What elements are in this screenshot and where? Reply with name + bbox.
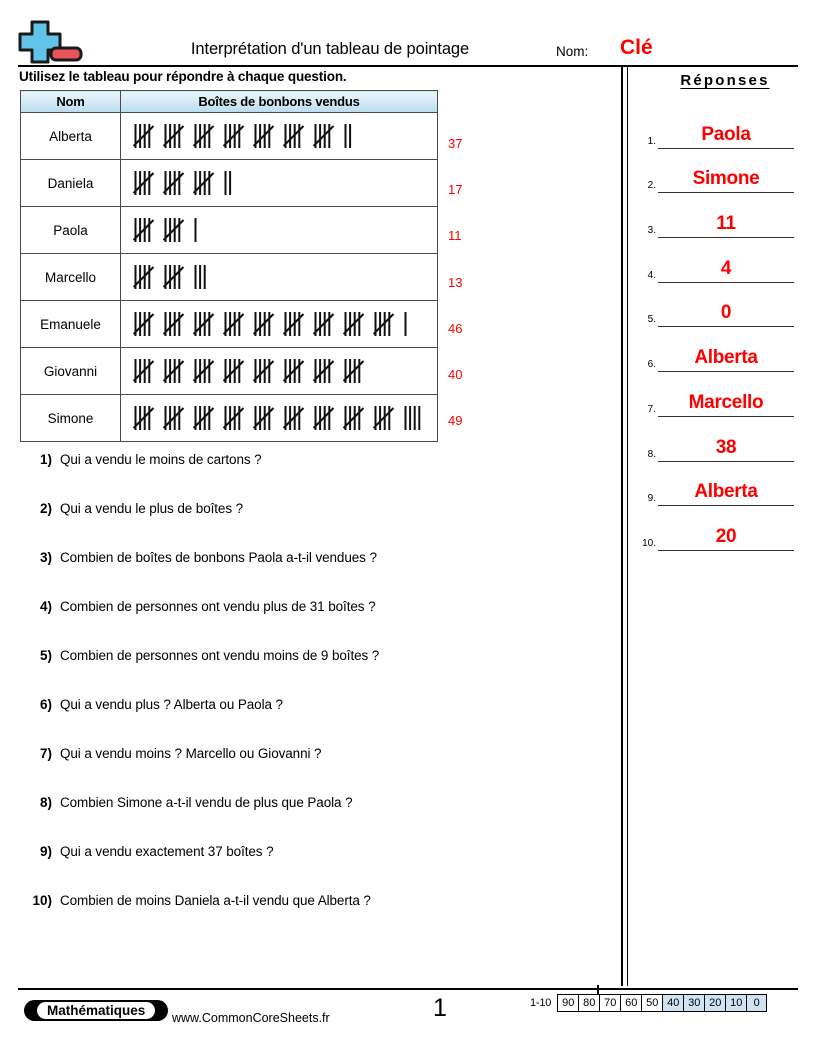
student-name-cell: Paola [21, 207, 121, 254]
tally-group-five [253, 358, 276, 384]
row-total: 46 [448, 320, 463, 336]
brand-badge [24, 1000, 168, 1021]
tally-group-five [253, 311, 276, 337]
score-box: 30 [683, 994, 704, 1012]
tally-group-partial [403, 405, 422, 431]
answer-value: 38 [715, 436, 737, 458]
answer-number: 7. [647, 403, 656, 415]
site-url: www.CommonCoreSheets.fr [172, 1011, 330, 1025]
answer-item[interactable] [636, 417, 811, 462]
answer-item[interactable] [636, 238, 811, 283]
answer-value: 20 [715, 525, 737, 547]
answer-value: 11 [716, 213, 736, 235]
question-text: Qui a vendu exactement 37 boîtes ? [60, 844, 274, 859]
tally-group-five [373, 311, 396, 337]
tally-group-five [163, 405, 186, 431]
table-row [21, 301, 438, 348]
page-number: 1 [433, 994, 447, 1022]
answer-blank-line[interactable] [658, 550, 794, 551]
tally-marks-cell [121, 207, 438, 254]
student-name-cell: Simone [21, 395, 121, 442]
footer-divider [18, 988, 798, 990]
tally-group-five [193, 170, 216, 196]
question-item [22, 644, 612, 693]
question-item [22, 693, 612, 742]
page-header [0, 0, 816, 66]
score-scale-tick [597, 985, 599, 994]
column-divider-outer [621, 66, 623, 986]
table-row [21, 113, 438, 160]
score-scale [530, 994, 767, 1012]
answer-number: 9. [647, 493, 656, 505]
row-total: 17 [448, 182, 463, 198]
answer-item[interactable] [636, 462, 811, 507]
tally-group-partial [193, 217, 199, 243]
answer-number: 6. [647, 359, 656, 371]
question-item [22, 448, 612, 497]
answer-item[interactable] [636, 193, 811, 238]
tally-group-five [253, 123, 276, 149]
answer-item[interactable] [636, 149, 811, 194]
tally-group-five [133, 264, 156, 290]
question-number: 4) [39, 599, 52, 614]
tally-group-five [133, 123, 156, 149]
answer-value: 4 [720, 257, 732, 279]
row-total: 49 [448, 413, 463, 429]
tally-marks-cell [121, 348, 438, 395]
question-text: Qui a vendu moins ? Marcello ou Giovanni ? [60, 746, 322, 761]
table-row [21, 395, 438, 442]
student-name-cell: Emanuele [21, 301, 121, 348]
tally-group-five [343, 358, 366, 384]
tally-group-partial [223, 170, 233, 196]
tally-marks-cell [121, 254, 438, 301]
answer-value: Paola [701, 123, 751, 145]
table-row [21, 207, 438, 254]
answer-item[interactable] [636, 283, 811, 328]
tally-group-five [193, 358, 216, 384]
answer-item[interactable] [636, 372, 811, 417]
answer-number: 2. [647, 180, 656, 192]
score-box: 50 [641, 994, 662, 1012]
answer-item[interactable] [636, 327, 811, 372]
instructions-text: Utilisez le tableau pour répondre à chaque question. [19, 69, 347, 84]
question-text: Combien de personnes ont vendu moins de 9 boîtes ? [60, 648, 380, 663]
tally-marks-cell [121, 395, 438, 442]
score-box: 10 [725, 994, 746, 1012]
tally-group-five [163, 170, 186, 196]
question-text: Qui a vendu plus ? Alberta ou Paola ? [60, 697, 283, 712]
row-total: 11 [448, 228, 462, 244]
question-text: Combien de moins Daniela a-t-il vendu que Alberta ? [60, 893, 371, 908]
tally-group-five [313, 358, 336, 384]
question-item [22, 595, 612, 644]
question-item [22, 889, 612, 938]
score-box: 70 [599, 994, 620, 1012]
question-item [22, 840, 612, 889]
score-box: 60 [620, 994, 641, 1012]
score-box: 90 [557, 994, 578, 1012]
student-name-cell: Daniela [21, 160, 121, 207]
answer-value: Simone [692, 168, 760, 190]
tally-group-five [313, 123, 336, 149]
tally-group-five [373, 405, 396, 431]
answer-number: 3. [647, 225, 656, 237]
question-item [22, 791, 612, 840]
tally-group-five [163, 311, 186, 337]
tally-group-five [193, 123, 216, 149]
answer-number: 1. [647, 135, 656, 147]
question-number: 6) [39, 697, 52, 712]
answer-item[interactable] [636, 104, 811, 149]
tally-group-five [283, 123, 306, 149]
answer-number: 8. [647, 448, 656, 460]
score-box: 80 [578, 994, 599, 1012]
answer-number: 4. [647, 269, 656, 281]
question-number: 3) [39, 550, 52, 565]
question-number: 1) [39, 452, 52, 467]
tally-marks-cell [121, 113, 438, 160]
question-item [22, 742, 612, 791]
tally-group-partial [343, 123, 353, 149]
tally-group-five [283, 358, 306, 384]
question-number: 7) [39, 746, 52, 761]
tally-group-five [133, 170, 156, 196]
tally-group-five [163, 217, 186, 243]
tally-marks-cell [121, 301, 438, 348]
tally-group-partial [403, 311, 409, 337]
answers-list [636, 104, 811, 551]
tally-group-five [163, 123, 186, 149]
tally-marks-cell [121, 160, 438, 207]
plus-minus-logo-icon [18, 18, 84, 64]
tally-table [20, 90, 438, 442]
tally-group-five [133, 311, 156, 337]
answers-heading: Réponses [680, 72, 770, 89]
question-item [22, 546, 612, 595]
question-text: Combien Simone a-t-il vendu de plus que Paola ? [60, 795, 353, 810]
tally-group-five [313, 311, 336, 337]
table-row [21, 254, 438, 301]
table-row [21, 348, 438, 395]
tally-group-five [313, 405, 336, 431]
tally-group-five [223, 123, 246, 149]
table-header-row [21, 91, 438, 113]
answer-item[interactable] [636, 506, 811, 551]
question-text: Combien de boîtes de bonbons Paola a-t-il vendues ? [60, 550, 377, 565]
column-header-boxes: Boîtes de bonbons vendus [121, 91, 438, 113]
column-divider-inner [627, 66, 628, 986]
question-text: Combien de personnes ont vendu plus de 31 boîtes ? [60, 599, 376, 614]
row-total: 13 [448, 274, 463, 290]
question-item [22, 497, 612, 546]
tally-group-partial [193, 264, 208, 290]
name-value: Clé [620, 36, 653, 59]
tally-group-five [193, 311, 216, 337]
answer-number: 5. [647, 314, 656, 326]
score-range-label: 1-10 [530, 997, 552, 1009]
tally-group-five [223, 405, 246, 431]
score-box: 40 [662, 994, 683, 1012]
header-divider [18, 65, 798, 67]
question-number: 10) [32, 893, 52, 908]
tally-group-five [193, 405, 216, 431]
tally-group-five [223, 358, 246, 384]
answer-value: 0 [720, 302, 732, 324]
score-box: 20 [704, 994, 725, 1012]
row-total: 40 [448, 367, 463, 382]
row-total: 37 [448, 136, 463, 151]
answer-value: Marcello [688, 391, 764, 413]
question-number: 9) [39, 844, 52, 859]
student-name-cell: Giovanni [21, 348, 121, 395]
answer-number: 10. [642, 537, 656, 549]
question-number: 8) [39, 795, 52, 810]
question-text: Qui a vendu le moins de cartons ? [60, 452, 262, 467]
student-name-cell: Marcello [21, 254, 121, 301]
brand-label: Mathématiques [37, 1002, 155, 1019]
tally-group-five [283, 311, 306, 337]
table-row [21, 160, 438, 207]
student-name-cell: Alberta [21, 113, 121, 160]
question-number: 2) [39, 501, 52, 516]
answer-value: Alberta [694, 347, 758, 369]
tally-group-five [223, 311, 246, 337]
tally-group-five [133, 405, 156, 431]
tally-group-five [343, 405, 366, 431]
tally-group-five [133, 358, 156, 384]
questions-list [22, 448, 612, 938]
score-box: 0 [746, 994, 767, 1012]
column-header-name: Nom [21, 91, 121, 113]
tally-group-five [163, 358, 186, 384]
tally-group-five [163, 264, 186, 290]
page-title: Interprétation d'un tableau de pointage [190, 40, 470, 58]
question-text: Qui a vendu le plus de boîtes ? [60, 501, 244, 516]
question-number: 5) [39, 648, 52, 663]
tally-group-five [253, 405, 276, 431]
tally-group-five [133, 217, 156, 243]
answer-value: Alberta [694, 481, 758, 503]
tally-group-five [343, 311, 366, 337]
name-label: Nom: [556, 44, 589, 59]
tally-group-five [283, 405, 306, 431]
